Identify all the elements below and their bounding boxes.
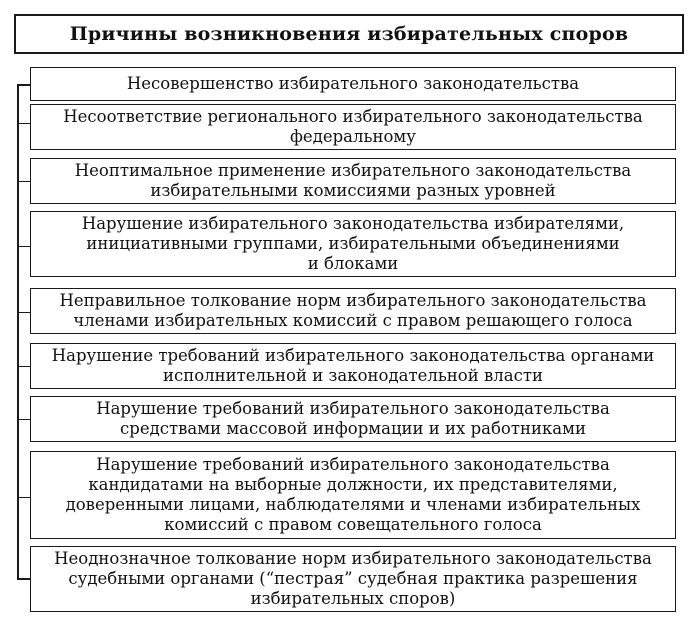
connector-6	[17, 366, 31, 367]
cause-box-8	[30, 451, 676, 539]
bracket-top	[17, 84, 31, 86]
cause-text-2: Несоответствие регионального избирательного законодательства федеральному	[63, 107, 643, 146]
connector-8	[17, 497, 31, 498]
connector-3	[17, 181, 31, 182]
cause-box-2	[30, 104, 676, 150]
cause-text-8: Нарушение требований избирательного законодательства кандидатами на выборные должности, их представителями, доверенными лицами, наблюдателями и членами избирательных комиссий с правом совещательного голоса	[65, 455, 641, 534]
connector-7	[17, 419, 31, 420]
cause-box-9	[30, 546, 676, 612]
cause-text-4: Нарушение избирательного законодательства избирателями, инициативными группами, избирательными объединениями и блоками	[81, 214, 625, 273]
cause-box-6	[30, 343, 676, 389]
cause-text-6: Нарушение требований избирательного законодательства органами исполнительной и законодательной власти	[51, 346, 655, 385]
cause-box-4	[30, 211, 676, 277]
connector-4	[17, 246, 31, 247]
connector-2	[17, 123, 31, 124]
connector-5	[17, 312, 31, 313]
cause-text-9: Неоднозначное толкование норм избирательного законодательства судебными органами (“пестрая” судебная практика разрешения избирательных споров)	[54, 549, 652, 608]
bracket-bottom	[17, 578, 31, 580]
cause-text-7: Нарушение требований избирательного законодательства средствами массовой информации и их работниками	[96, 399, 610, 438]
cause-text-3: Неоптимальное применение избирательного законодательства избирательными комиссиями разных уровней	[74, 161, 632, 200]
bracket-spine	[17, 84, 19, 580]
diagram-title: Причины возникновения избирательных споров	[14, 14, 684, 54]
cause-box-7	[30, 396, 676, 442]
cause-box-3	[30, 158, 676, 204]
cause-box-1	[30, 67, 676, 101]
cause-text-1: Несовершенство избирательного законодательства	[126, 74, 580, 93]
cause-box-5	[30, 288, 676, 334]
cause-text-5: Неправильное толкование норм избирательного законодательства членами избирательных комиссий с правом решающего голоса	[59, 291, 647, 330]
